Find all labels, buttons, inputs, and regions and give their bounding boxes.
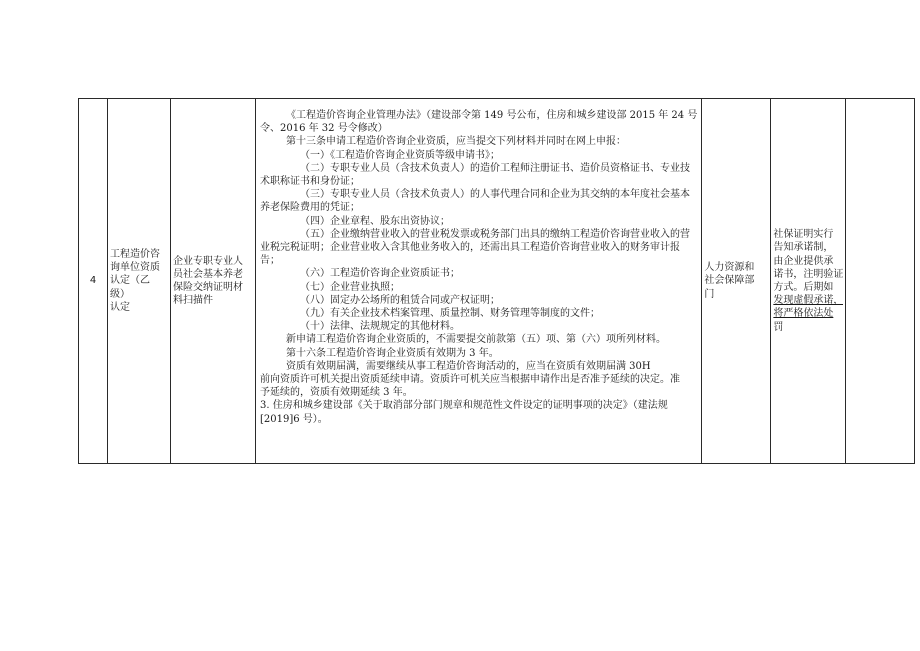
- legal-basis-line: 第十三条申请工程造价咨询企业资质，应当提交下列材料并同时在网上申报：: [286, 136, 626, 148]
- note-line: 方式。后期如: [773, 282, 834, 293]
- table-row: [79, 99, 915, 464]
- legal-basis-line: （三）专职专业人员（含技术负责人）的人事代理合同和企业为其交纳的本年度社会基本: [300, 189, 690, 201]
- legal-basis-line: [2019]6 号）。: [260, 413, 328, 425]
- certification-table: [78, 98, 915, 464]
- item-name-cell: [108, 99, 171, 464]
- legal-basis-line: （八）固定办公场所的租赁合同或产权证明；: [300, 294, 500, 306]
- department-name: [704, 261, 768, 301]
- legal-basis-line: 业税完税证明；企业营业收入含其他业务收入的，还需出具工程造价咨询营业收入的财务审计报: [260, 242, 680, 254]
- legal-basis-line: 予延续的，资质有效期延续 3 年。: [260, 387, 413, 399]
- material-line: 企业专职专业人: [173, 255, 243, 267]
- legal-basis-line: （一）《工程造价咨询企业资质等级申请书》；: [300, 149, 500, 161]
- legal-basis-line: 资质有效期届满，需要继续从事工程造价咨询活动的，应当在资质有效期届满 30H: [286, 360, 651, 372]
- document-table-wrapper: [78, 98, 915, 464]
- legal-basis-line: 令、2016 年 32 号令修改）: [260, 123, 388, 135]
- department-line: 门: [704, 288, 715, 300]
- legal-basis-line: 术职称证书和身份证；: [260, 176, 360, 188]
- legal-basis-line: （九）有关企业技术档案管理、质量控制、财务管理等制度的文件；: [300, 308, 600, 320]
- legal-basis-line: （七）企业营业执照；: [300, 281, 400, 293]
- item-name-line: 工程造价咨: [110, 248, 160, 260]
- department-line: 社会保障部: [704, 275, 755, 287]
- material-line: 料扫描件: [173, 295, 213, 307]
- legal-basis-line: （五）企业缴纳营业收入的营业税发票或税务部门出具的缴纳工程造价咨询营业收入的营: [300, 228, 690, 240]
- note-line: 发现虚假承诺，: [773, 295, 844, 307]
- row-number-cell: [79, 99, 108, 464]
- note-line: 罚: [773, 321, 784, 333]
- legal-basis-line: 养老保险费用的凭证；: [260, 202, 360, 214]
- department-cell: [702, 99, 771, 464]
- note-line: 告知承诺制，: [773, 242, 834, 254]
- material-cell: [171, 99, 256, 464]
- legal-basis-line: 第十六条工程造价咨询企业资质有效期为 3 年。: [286, 347, 499, 359]
- item-name: [110, 248, 168, 314]
- department-line: 人力资源和: [704, 262, 755, 274]
- legal-basis-line: （二）专职专业人员（含技术负责人）的造价工程师注册证书、造价员资格证书、专业技: [300, 162, 690, 174]
- legal-basis-line: 3. 住房和城乡建设部《关于取消部分部门规章和规范性文件设定的证明事项的决定》（建法规: [260, 400, 668, 412]
- legal-basis-line: （十）法律、法规规定的其他材料。: [300, 321, 460, 333]
- note-line: 社保证明实行: [773, 229, 834, 241]
- legal-basis-cell: [256, 99, 702, 464]
- material-line: 员社会基本养老: [173, 268, 243, 280]
- legal-basis-line: 新申请工程造价咨询企业资质的，不需要提交前款第（五）项、第（六）项所列材料。: [286, 334, 666, 346]
- legal-basis-line: 告；: [260, 255, 280, 267]
- item-name-line: 认定: [110, 301, 130, 313]
- empty-cell: [846, 99, 915, 464]
- legal-basis-line: 前向资质许可机关提出资质延续申请。资质许可机关应当根据申请作出是否准予延续的决定。准: [260, 374, 680, 386]
- item-name-line: 级）: [110, 288, 130, 300]
- row-number: 4: [89, 275, 97, 287]
- legal-basis-line: （四）企业章程、股东出资协议；: [300, 215, 450, 227]
- material-line: 保险交纳证明材: [173, 282, 243, 293]
- material-description: [173, 255, 253, 308]
- item-name-line: 认定（乙: [110, 275, 150, 287]
- legal-basis-line: （六）工程造价咨询企业资质证书；: [300, 268, 460, 280]
- item-name-line: 询单位资质: [110, 262, 160, 274]
- legal-basis-text: [260, 109, 697, 426]
- note-line: 诺书，注明验证: [773, 268, 844, 280]
- note-line: 由企业提供承: [773, 255, 834, 267]
- note-line: 将严格依法处: [773, 308, 834, 320]
- handling-note: [773, 228, 843, 334]
- note-cell: [771, 99, 846, 464]
- legal-basis-line: 《工程造价咨询企业管理办法》（建设部令第 149 号公布，住房和城乡建设部 2015 年 24 号: [286, 110, 698, 121]
